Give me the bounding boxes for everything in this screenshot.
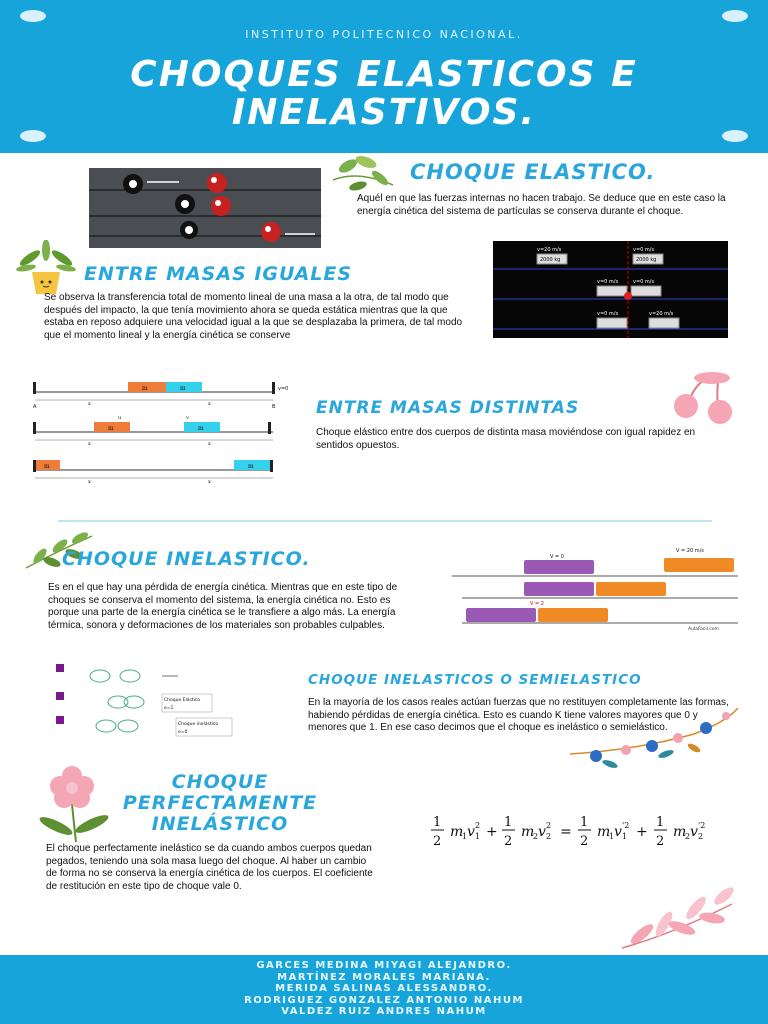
cherries-icon <box>660 368 740 424</box>
velocity-label: v=0 m/s <box>633 279 655 285</box>
distance-label: x <box>88 401 91 407</box>
mass-label: m <box>142 385 148 392</box>
velocity-label: V = 20 m/s <box>676 548 704 554</box>
formula-mass: m <box>673 824 687 840</box>
mass-label: m <box>248 463 254 470</box>
formula-numerator: 1 <box>504 815 513 830</box>
formula-velocity: v <box>538 824 546 840</box>
formula-denominator: 2 <box>504 834 513 849</box>
formula-denominator: 2 <box>656 834 665 849</box>
semielastic-text: En la mayoría de los casos reales actúan fuerzas que no restituyen completamente las formas, habiendo pérdidas de energía cinética. Esto es cuando K tiene valores mayores que 0 y menores que 1. En ese caso decimos que el choque es inelástico o semielástico. <box>308 697 729 733</box>
credit-name: VALDEZ RUIZ ANDRES NAHUM <box>281 1006 487 1017</box>
kinetic-energy-formula <box>430 812 744 852</box>
credit-name: RODRIGUEZ GONZALEZ ANTONIO NAHUM <box>244 994 524 1006</box>
distance-label: x <box>88 479 91 484</box>
mass-label: m <box>108 425 114 432</box>
svg-text:'2: '2 <box>698 821 706 830</box>
diagram-caption: e=0 <box>178 730 188 735</box>
perfectly-inelastic-heading: CHOQUE PERFECTAMENTE INELÁSTICO <box>122 771 318 835</box>
semielastic-heading: CHOQUE INELASTICOS O SEMIELASTICO <box>308 672 642 688</box>
equal-masses-text: Se observa la transferencia total de momento lineal de una masa a la otra, de tal modo que después del impacto, la que tenía movimiento ahora se queda estática mientras que la que estaba en reposo adquiere una velocidad igual a la que se desplazaba la primera, de tal modo que el momento lineal y la energía cinética se conserve <box>44 292 463 341</box>
mass-label: m <box>44 463 50 470</box>
credits <box>0 960 768 1018</box>
diagram-caption: Choque inelástico <box>178 722 219 727</box>
potted-plant-icon <box>12 240 80 296</box>
svg-text:'2: '2 <box>622 821 630 830</box>
svg-text:2: 2 <box>685 832 691 841</box>
blocks-masses-diagram <box>30 378 292 484</box>
formula-plus: + <box>636 824 648 840</box>
formula-denominator: 2 <box>433 834 442 849</box>
institute-name: INSTITUTO POLITECNICO NACIONAL. <box>245 28 523 41</box>
svg-text:2: 2 <box>546 821 552 830</box>
page-title: CHOQUES ELASTICOS E INELASTIVOS. <box>130 54 638 133</box>
inelastic-text: Es en el que hay una pérdida de energía cinética. Mientras que en este tipo de choques se conserva el momento del sistema, la energía cinética no. Esto es porque una parte de la energía cinética se le transfiere a algo más. La energía térmica, sonora y deformaciones de los materiales son probables culpables. <box>48 582 398 631</box>
svg-text:2: 2 <box>475 821 481 830</box>
formula-numerator: 1 <box>580 815 589 830</box>
balls-collision-diagram <box>52 658 242 738</box>
velocity-label: v=20 m/s <box>649 311 674 317</box>
elastic-text: Aquél en que las fuerzas internas no hacen trabajo. Se deduce que en este caso la energía cinética del sistema de partículas se conserva durante el choque. <box>357 193 726 217</box>
velocity-label: V = 0 <box>550 554 564 560</box>
mass-label: 2000 kg <box>540 257 561 263</box>
svg-text:1: 1 <box>462 832 468 841</box>
formula-plus: + <box>486 824 498 840</box>
diagram-caption: Choque Elástico <box>164 698 201 703</box>
mass-label: 2000 kg <box>636 257 657 263</box>
leaf-branch-icon <box>328 150 398 195</box>
svg-text:2: 2 <box>698 832 704 841</box>
decorative-dot <box>722 10 748 22</box>
credit-name: MARTÍNEZ MORALES MARIANA. <box>277 971 491 983</box>
perfectly-inelastic-text: El choque perfectamente inelástico se da cuando ambos cuerpos quedan pegados, teniendo una sola masa luego del choque. Al haber un cambio de forma no se conserva la energía cinética de los cuerpos. El coeficiente de restitución en este tipo de choque vale 0. <box>46 843 373 892</box>
formula-numerator: 1 <box>433 815 442 830</box>
different-masses-heading: ENTRE MASAS DISTINTAS <box>316 398 580 418</box>
svg-text:1: 1 <box>622 832 628 841</box>
flower-branch-icon <box>566 704 746 776</box>
equal-masses-heading: ENTRE MASAS IGUALES <box>84 263 353 285</box>
velocity-label: v=0 m/s <box>633 247 655 253</box>
trains-collision-diagram <box>452 548 738 634</box>
velocity-label: V = 2 <box>530 601 544 607</box>
formula-mass: m <box>597 824 611 840</box>
formula-velocity: v <box>614 824 622 840</box>
velocity-label: v=0 <box>278 386 289 392</box>
distance-label: x <box>208 441 211 447</box>
trucks-collision-diagram <box>493 241 728 338</box>
formula-denominator: 2 <box>580 834 589 849</box>
decorative-dot <box>20 10 46 22</box>
endpoint-label: A <box>33 404 37 410</box>
section-divider <box>58 520 712 522</box>
velocity-label: v=0 m/s <box>597 279 619 285</box>
elastic-heading: CHOQUE ELASTICO. <box>410 160 656 184</box>
endpoint-label: B <box>272 404 276 410</box>
mass-label: m <box>198 425 204 432</box>
svg-text:1: 1 <box>609 832 615 841</box>
formula-numerator: 1 <box>656 815 665 830</box>
formula-mass: m <box>521 824 535 840</box>
diagram-caption: e=1 <box>164 706 174 711</box>
distance-label: x <box>88 441 91 447</box>
formula-mass: m <box>450 824 464 840</box>
pink-branch-icon <box>612 884 742 954</box>
formula-equals: = <box>560 824 572 840</box>
mass-label: m <box>180 385 186 392</box>
velocity-label: v=20 m/s <box>537 247 562 253</box>
distance-label: x <box>208 401 211 407</box>
svg-text:2: 2 <box>533 832 539 841</box>
formula-velocity: v <box>467 824 475 840</box>
svg-text:1: 1 <box>475 832 481 841</box>
velocity-label: v=0 m/s <box>597 311 619 317</box>
velocity-label: v <box>186 415 189 421</box>
billiard-balls-image <box>89 168 321 248</box>
different-masses-text: Choque elástico entre dos cuerpos de distinta masa moviéndose con igual rapidez en sentidos opuestos. <box>316 427 696 451</box>
distance-label: x <box>208 479 211 484</box>
svg-text:2: 2 <box>546 832 552 841</box>
formula-velocity: v <box>690 824 698 840</box>
velocity-label: u <box>118 415 122 421</box>
header-banner <box>0 0 768 153</box>
brand-label: AulaFacil.com <box>688 627 719 632</box>
credit-name: MERIDA SALINAS ALESSANDRO. <box>275 983 493 994</box>
inelastic-heading: CHOQUE INELASTICO. <box>62 548 311 570</box>
credit-name: GARCES MEDINA MIYAGI ALEJANDRO. <box>256 960 512 971</box>
